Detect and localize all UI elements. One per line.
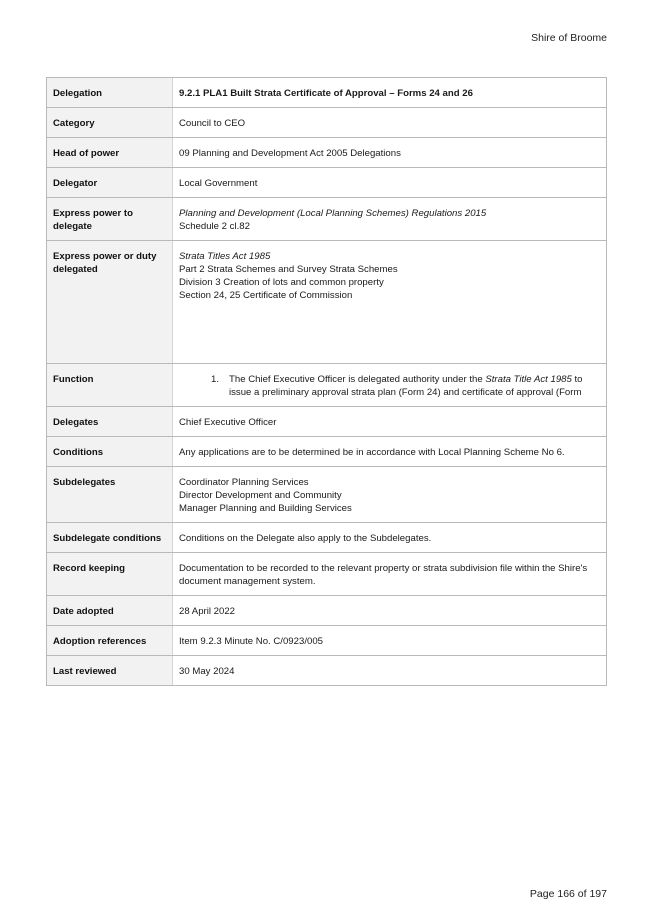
row-delegates [47, 407, 607, 437]
function-list [179, 373, 600, 399]
label-function: Function [47, 364, 173, 407]
label-record-keeping: Record keeping [47, 553, 173, 596]
subdelegate-1: Coordinator Planning Services [179, 477, 309, 488]
regulations-title: Planning and Development (Local Planning Schemes) Regulations 2015 [179, 208, 487, 219]
row-delegation [47, 78, 607, 108]
row-express-power-or-duty-delegated [47, 241, 607, 364]
label-adoption-references: Adoption references [47, 626, 173, 656]
regulations-clause: Schedule 2 cl.82 [179, 221, 250, 232]
row-adoption-references [47, 626, 607, 656]
value-conditions: Any applications are to be determined be in accordance with Local Planning Scheme No 6. [173, 437, 607, 467]
function-text-end: to issue a preliminary approval strata plan (Form 24) and certificate of approval (Form [229, 374, 583, 398]
label-head-of-power: Head of power [47, 138, 173, 168]
function-text-start: The Chief Executive Officer is delegated authority under the [229, 374, 486, 385]
value-express-power-or-duty-delegated [173, 241, 607, 364]
value-record-keeping: Documentation to be recorded to the relevant property or strata subdivision file within the Shire's document management system. [173, 553, 607, 596]
row-subdelegate-conditions [47, 523, 607, 553]
value-delegates: Chief Executive Officer [173, 407, 607, 437]
subdelegate-2: Director Development and Community [179, 490, 342, 501]
row-function [47, 364, 607, 407]
list-item [179, 373, 600, 399]
act-section: Section 24, 25 Certificate of Commission [179, 290, 353, 301]
function-act-name: Strata Title Act 1985 [485, 374, 572, 385]
row-express-power-to-delegate [47, 198, 607, 241]
label-delegates: Delegates [47, 407, 173, 437]
value-category: Council to CEO [173, 108, 607, 138]
value-head-of-power: 09 Planning and Development Act 2005 Delegations [173, 138, 607, 168]
label-date-adopted: Date adopted [47, 596, 173, 626]
organisation-name: Shire of Broome [531, 32, 607, 44]
row-delegator [47, 168, 607, 198]
row-last-reviewed [47, 656, 607, 686]
value-delegation: 9.2.1 PLA1 Built Strata Certificate of Approval – Forms 24 and 26 [173, 78, 607, 108]
label-last-reviewed: Last reviewed [47, 656, 173, 686]
value-function [173, 364, 607, 407]
row-category [47, 108, 607, 138]
page-number: Page 166 of 197 [529, 888, 607, 900]
label-subdelegate-conditions: Subdelegate conditions [47, 523, 173, 553]
value-last-reviewed: 30 May 2024 [173, 656, 607, 686]
row-head-of-power [47, 138, 607, 168]
label-express-power-or-duty-delegated: Express power or duty delegated [47, 241, 173, 364]
value-delegator: Local Government [173, 168, 607, 198]
value-subdelegate-conditions: Conditions on the Delegate also apply to the Subdelegates. [173, 523, 607, 553]
label-category: Category [47, 108, 173, 138]
row-subdelegates [47, 467, 607, 523]
act-title: Strata Titles Act 1985 [179, 251, 271, 262]
value-date-adopted: 28 April 2022 [173, 596, 607, 626]
value-adoption-references: Item 9.2.3 Minute No. C/0923/005 [173, 626, 607, 656]
delegation-table [46, 77, 607, 686]
row-conditions [47, 437, 607, 467]
list-item-number: 1. [210, 374, 219, 385]
label-conditions: Conditions [47, 437, 173, 467]
subdelegate-3: Manager Planning and Building Services [179, 503, 352, 514]
label-delegation: Delegation [47, 78, 173, 108]
act-division: Division 3 Creation of lots and common property [179, 277, 384, 288]
row-record-keeping [47, 553, 607, 596]
value-subdelegates [173, 467, 607, 523]
row-date-adopted [47, 596, 607, 626]
value-express-power-to-delegate [173, 198, 607, 241]
label-subdelegates: Subdelegates [47, 467, 173, 523]
label-delegator: Delegator [47, 168, 173, 198]
act-part: Part 2 Strata Schemes and Survey Strata Schemes [179, 264, 398, 275]
list-item-text [229, 373, 600, 399]
label-express-power-to-delegate: Express power to delegate [47, 198, 173, 241]
